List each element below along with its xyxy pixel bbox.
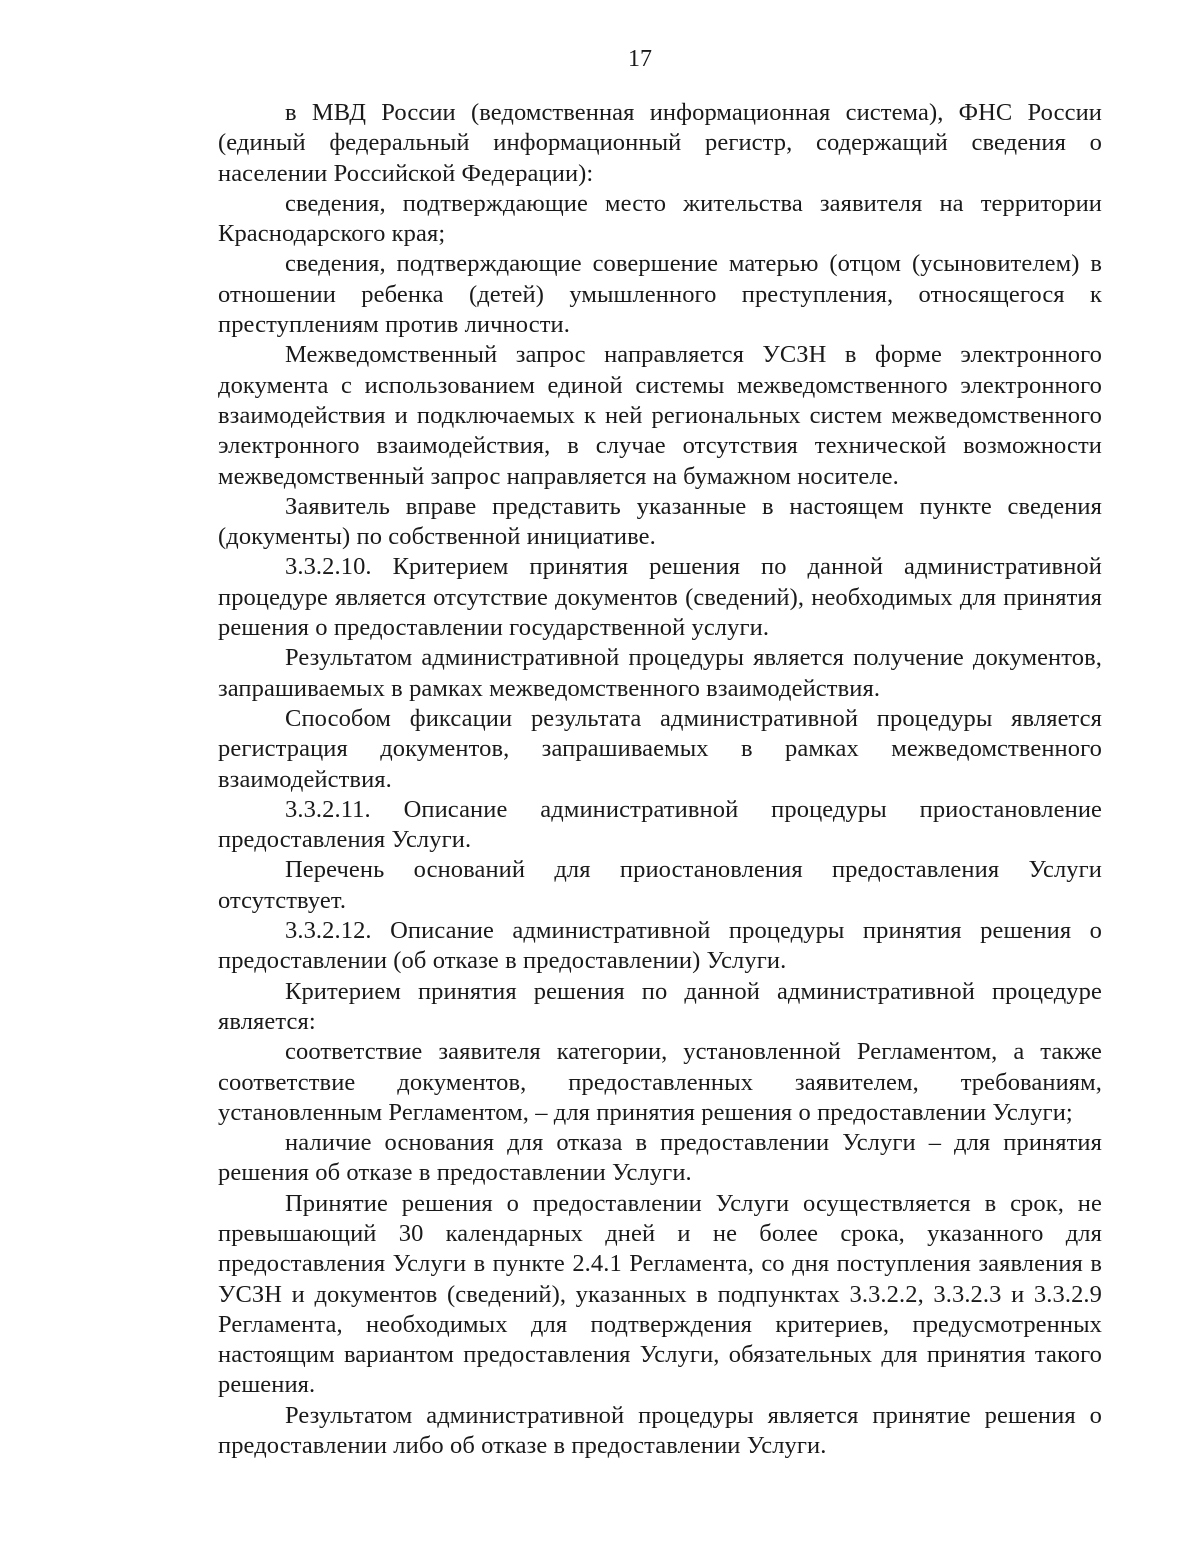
paragraph: Результатом административной процедуры является получение документов, запрашиваемых в рамках межведомственного взаимодействия. [218,644,1102,702]
paragraph: Заявитель вправе представить указанные в настоящем пункте сведения (документы) по собственной инициативе. [218,492,1102,551]
paragraph: Межведомственный запрос направляется УСЗН в форме электронного документа с использованием единой системы межведомственного электронного взаимодействия и подключаемых к ней региональных систем межведомственного электронного взаимодействия, в случае отсутствия технической возможности межведомственный запрос направляется на бумажном носителе. [218,341,1102,490]
paragraph: Результатом административной процедуры является принятие решения о предоставлении либо об отказе в предоставлении Услуги. [218,1401,1102,1460]
paragraph: сведения, подтверждающие место жительства заявителя на территории Краснодарского края; [218,189,1102,248]
paragraph: в МВД России (ведомственная информационная система), ФНС России (единый федеральный информационный регистр, содержащий сведения о населении Российской Федерации): [218,99,1102,187]
paragraph: 3.3.2.12. Описание административной процедуры принятия решения о предоставлении (об отказе в предоставлении) Услуги. [218,917,1102,975]
paragraph: 3.3.2.11. Описание административной процедуры приостановление предоставления Услуги. [218,795,1102,854]
page-number: 17 [628,46,652,72]
paragraph: сведения, подтверждающие совершение матерью (отцом (усыновителем) в отношении ребенка (детей) умышленного преступления, относящегося к преступлениям против личности. [218,250,1102,339]
paragraph: Способом фиксации результата административной процедуры является регистрация документов, запрашиваемых в рамках межведомственного взаимодействия. [218,704,1102,793]
paragraph: соответствие заявителя категории, установленной Регламентом, а также соответствие документов, предоставленных заявителем, требованиям, установленным Регламентом, – для принятия решения о предоставлении Услуги; [218,1038,1102,1126]
paragraph: Критерием принятия решения по данной административной процедуре является: [218,977,1102,1035]
paragraph: наличие основания для отказа в предоставлении Услуги – для принятия решения об отказе в предоставлении Услуги. [218,1129,1102,1187]
paragraph: Принятие решения о предоставлении Услуги осуществляется в срок, не превышающий 30 календарных дней и не более срока, указанного для предоставления Услуги в пункте 2.4.1 Регламента, со дня поступления заявления в УСЗН и документов (сведений), указанных в подпунктах 3.3.2.2, 3.3.2.3 и 3.3.2.9 Регламента, необходимых для подтверждения критериев, предусмотренных настоящим вариантом предоставления Услуги, обязательных для принятия такого решения. [218,1189,1102,1399]
paragraph: 3.3.2.10. Критерием принятия решения по данной административной процедуре является отсутствие документов (сведений), необходимых для принятия решения о предоставлении государственной услуги. [218,553,1102,642]
document-body [218,98,1102,1461]
paragraph: Перечень оснований для приостановления предоставления Услуги отсутствует. [218,856,1102,914]
